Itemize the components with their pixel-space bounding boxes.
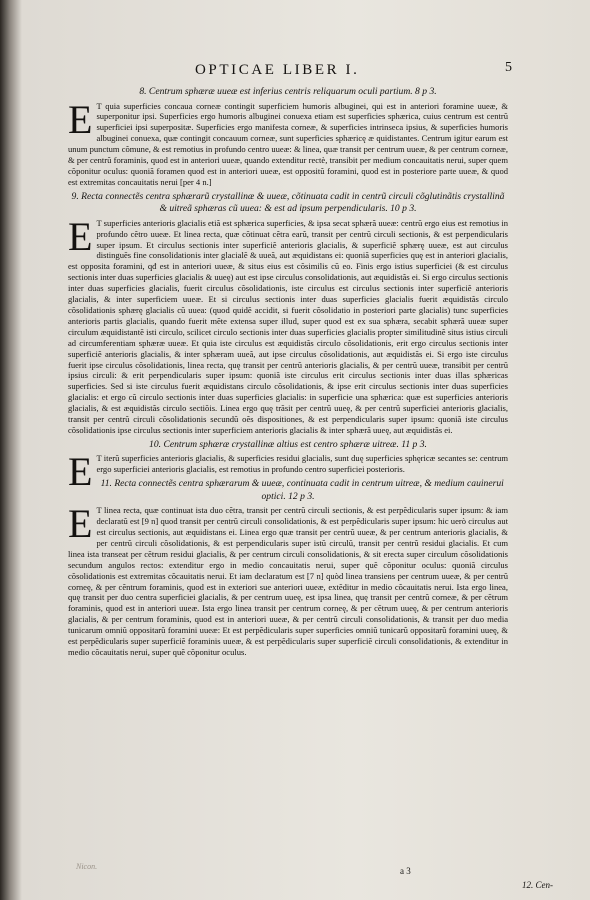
catchword: 12. Cen-	[522, 880, 553, 890]
section-heading: 10. Centrum sphæræ crystallinæ altius est centro sphæræ uitreæ. 11 p 3.	[149, 438, 427, 450]
section-paragraph	[68, 501, 508, 658]
section-heading: 11. Recta connectẽs centra sphærarum & uueæ, continuata cadit in centrum uitreæ, & medium cauinerui optici. 12 p 3.	[100, 478, 504, 502]
text-body	[68, 84, 508, 661]
paragraph-text: T superficies anterioris glacialis etiã est sphærica superficies, & ipsa secat sphærã uueæ: centrũ ergo eius est remotius in profundo cẽtro uueæ. Et linea recta, quæ cõtinuat cẽtra earũ, transit per centrũ circuli sectionis, & est perpendicularis super ipsum. Et circulus sectionis inter superficiẽ anterioris glacialis, & superficiẽ sphærę uueæ, est aut circulus distinguẽs fine consolidationis inter glacialẽ & uueã, aut æquidistans ei: quoniã superficies quę est in anteriori glacialis, est opposita foramini, qđ est in anteriori uueæ, & situs eius est cõsimilis cũ eo. Finis ergo istius superficiei (& est circulus sectionis inter duas superficies glacialis & uueę) aut est ipse circulus consolidationis, aut æquidistãs ei. Si ergo circulus sectionis inter duas superficies glacialis, fuerit circulus cõsolidationis, iste circulus est circulus sectionis inter superficiẽ anterioris glacialis, & inter superficiem uueæ. Et si circulus sectionis inter duas superficies glacialis fuerit æquidistãs circulo cõsolidationis sphærę glacialis cũ uuea: (quod quidẽ accidit, si fuerit cõsolidatio in posteriori parte glacialis) tunc superficies anterioris partis glacialis, quando fuerit mẽte extensa super illud, super quod est ex sua sphæra, secabit sphærã uueæ super circulum æquidistantẽ isti circulo, scilicet circulo sectionis inter duas superficies glacialis propter similitudinẽ situs istius circuli ad circumferentiam sphæræ uueæ. Et quia iste circulus est æquidistãs circulo cõsolidationis, erit ergo circulus sectionis inter superficiẽ anterioris glacialis, & inter sphæram uueã, aut ipse circulus cõsolidationis, aut æquidistãs ei. Si ergo iste circulus fuerit ipse circulus cõsolidationis, linea recta, quę transit per centrũ anterioris glacialis, & per centrũ uueæ, transibit per centrũ ipsius circuli: & erit perpendicularis super ipsum: quoniã iste circulus erit circulus sectionis inter duas illas sphæricas superficies. Sed si iste circulus fuerit æquidistans circulo cõsolidationis, & ipse erit circulus sectionis inter duas superficies glacialis: et ergo cũ circulo sectionis inter duas superficies glacialis: in superficie una sphærica: quæ est superficies anterioris glacialis, & est æquidistãs circulo sectiõis. Linea ergo quę trãsit per centrũ uueę, & per centrũ superficiei anterioris glacialis, transit per centrũ circuli cõsolidationis secundũ oẽs dispositiones, & est perpendicularis super ipsum: quoniã iste circulus cõsolidationis ipse circulus sectionis inter superficiem anterioris glacialis & inter sphærã uueę, aut æquidistãs ei.	[68, 217, 508, 435]
running-title: OPTICAE LIBER I.	[195, 62, 360, 78]
page-header	[0, 62, 590, 84]
page-number: 5	[505, 60, 512, 75]
paragraph-text: T quia superficies concaua corneæ contingit superficiem humoris albuginei, qui est in anteriori foramine uueæ, & superponitur ipsi. Superficies ergo humoris albuginei conuexa etiam est superficies sphærica, cuius centrum est centrũ superficiei ipsi superpositæ. Superficies ergo manifesta corneæ, & superficies intrinseca ipsius, & superficies humoris albuginei conuexa, quæ contingit concauum corneæ, sunt superficies sphæricę æ quidistantes. Centrum igitur earum est unum punctum cõmune, & est remotius in profundo centro uueæ: & linea, quæ transit per centrum uueæ, & per centrum corneæ, & per centrũ foraminis, quod est in anteriori uueæ, quando extenditur rectè, transibit per medium concauitatis nerui, super quem cõponitur oculus: quoniã foramen quod est in anteriori uueæ, est oppositũ foramini, quod est in posteriore parte uueæ, & quod est extremitas concauitatis nerui [per 4 n.]	[68, 100, 508, 187]
signature-mark: a 3	[400, 866, 411, 876]
drop-cap: E	[68, 96, 93, 142]
drop-cap: E	[68, 501, 93, 547]
library-stamp: Nicon.	[76, 862, 98, 871]
paragraph-text: T iterũ superficies anterioris glacialis, & superficies residui glacialis, sunt duę superficies sphęricæ secantes se: centrum ergo superficiei anterioris glacialis, est remotius in profundo centro superficiei posterioris.	[96, 453, 508, 475]
drop-cap: E	[68, 213, 93, 259]
section-8	[68, 86, 508, 188]
drop-cap: E	[68, 449, 93, 495]
section-11	[68, 478, 508, 658]
paragraph-text: T linea recta, quæ continuat ista duo cẽtra, transit per centrũ circuli sectionis, & est perpẽdicularis super ipsum: & iam declaratũ est [9 n] quod transit per centrũ circuli consolidationis, & est perpẽdicularis super ipsum: hic uerò circulus aut est circulus sectionis, aut æquidistans ei. Linea ergo quæ transit per centrũ uueæ, & per centrum anterioris glacialis, & per centrũ circuli cõsolidationis, & est perpendicularis super istũ circulũ, transit per centrũ residui glacialis. Et cum linea ista transeat per cẽtrum residui glacialis, & per centrum circuli consolidationis, & sit erecta super circulum cõsolidationis secundum angulos rectos: extenditur ergo in medio concauitatis nerui, super quẽ cõponitur oculus: quoniã circulus cõsolidationis est extremitas cõcauitatis nerui. Et iam declaratum est [7 n] quòd linea transiens per centrum uueæ, & per centrũ corneę, & per cẽntrum foraminis, quod est in exteriori sue anteriori uueæ, extẽditur in medio cõcauitatis nerui. Ista ergo linea, quę transit per duo centra superficiei glacialis, & per centrum uueę, est ipsa linea, quę transit per centrũ corneæ, & per cẽtrum foraminis, quod est in anteriori uueæ. Ista ergo linea transit per centrum corneę, & per cẽtrum uueę, & per centrum anterioris glacialis, & per centrum foraminis, quod est in anteriori uueæ, & per centrũ circuli consolidationis, & transit per duo media tunicarum omniũ oppositarũ foramini uueæ: Et est perpẽdicularis super superficies omniũ tunicarũ oppositarũ foramini uueę, & est perpẽdicularis super superficiẽ foraminis uueæ, & est perpẽdicularis super superficiẽ circuli consolidationis, & extenditur in medio cõcauitatis nerui, super quẽ cõponitur oculus.	[68, 505, 508, 657]
section-heading: 8. Centrum sphæræ uueæ est inferius centris reliquarum oculi partium. 8 p 3.	[139, 86, 437, 97]
section-9	[68, 191, 508, 436]
section-paragraph	[68, 96, 508, 188]
section-heading: 9. Recta connectẽs centra sphærarũ crystallinæ & uueæ, cõtinuata cadit in centrũ circuli cõglutinãtis crystallinã & uitreã sphæras cũ uuea: & est ad ipsum perpendicularis. 10 p 3.	[71, 190, 505, 215]
section-paragraph	[68, 213, 508, 436]
